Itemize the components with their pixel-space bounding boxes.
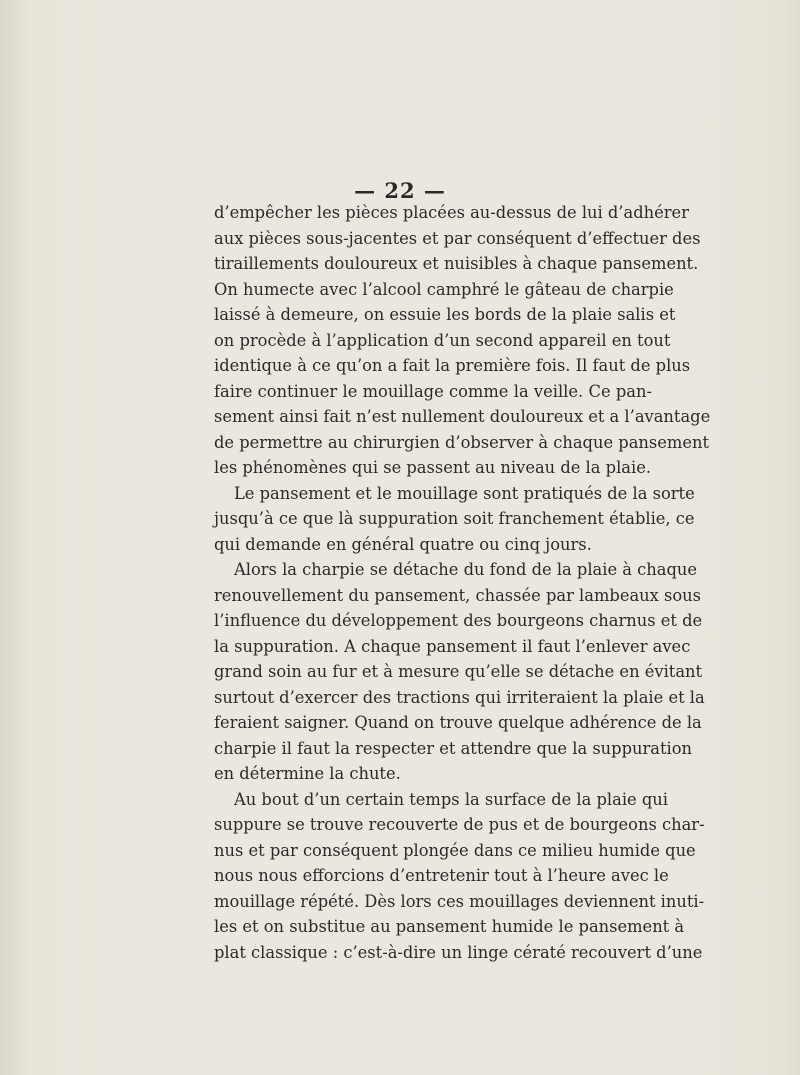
text-line: en détermine la chute.	[214, 764, 401, 783]
text-line: d’empêcher les pièces placées au-dessus de lui d’adhérer	[214, 203, 689, 222]
text-line: charpie il faut la respecter et attendre que la suppuration	[214, 738, 693, 758]
text-line: tiraillements douloureux et nuisibles à chaque pansement.	[214, 254, 699, 273]
text-line: suppure se trouve recouverte de pus et de bourgeons char-	[214, 815, 705, 834]
text-line: qui demande en général quatre ou cinq jours.	[214, 534, 592, 554]
text-line: Au bout d’un certain temps la surface de la plaie qui	[234, 789, 668, 809]
text-line: l’influence du développement des bourgeons charnus et de	[214, 611, 703, 630]
text-line: renouvellement du pansement, chassée par lambeaux sous	[214, 585, 702, 605]
text-line: on procède à l’application d’un second appareil en tout	[214, 330, 671, 350]
page-number: — 22 —	[354, 178, 446, 203]
text-line: nus et par conséquent plongée dans ce milieu humide que	[214, 840, 696, 860]
text-line: de permettre au chirurgien d’observer à chaque pansement	[214, 432, 709, 452]
text-line: mouillage répété. Dès lors ces mouillages deviennent inuti-	[214, 891, 705, 911]
text-line: plat classique : c’est-à-dire un linge cératé recouvert d’une	[214, 942, 703, 962]
text-line: les phénomènes qui se passent au niveau de la plaie.	[214, 458, 652, 477]
text-line: sement ainsi fait n’est nullement douloureux et a l’avantage	[214, 407, 711, 426]
text-line: laissé à demeure, on essuie les bords de la plaie salis et	[214, 305, 676, 324]
body-text	[214, 200, 711, 965]
text-line: On humecte avec l’alcool camphré le gâteau de charpie	[214, 279, 674, 299]
text-line: jusqu’à ce que là suppuration soit franchement établie, ce	[214, 509, 695, 528]
text-line: identique à ce qu’on a fait la première fois. Il faut de plus	[214, 356, 691, 375]
text-line: les et on substitue au pansement humide le pansement à	[214, 917, 685, 936]
text-line: faire continuer le mouillage comme la veille. Ce pan-	[214, 381, 652, 401]
text-line: feraient saigner. Quand on trouve quelque adhérence de la	[214, 713, 702, 732]
text-line: Le pansement et le mouillage sont pratiqués de la sorte	[234, 483, 695, 503]
text-line: grand soin au fur et à mesure qu’elle se détache en évitant	[214, 662, 703, 681]
text-line: nous nous efforcions d’entretenir tout à l’heure avec le	[214, 866, 669, 885]
text-line: la suppuration. A chaque pansement il faut l’enlever avec	[214, 636, 691, 656]
text-line: aux pièces sous-jacentes et par conséquent d’effectuer des	[214, 228, 701, 248]
text-line: surtout d’exercer des tractions qui irriteraient la plaie et la	[214, 687, 705, 707]
text-line: Alors la charpie se détache du fond de la plaie à chaque	[234, 560, 697, 579]
